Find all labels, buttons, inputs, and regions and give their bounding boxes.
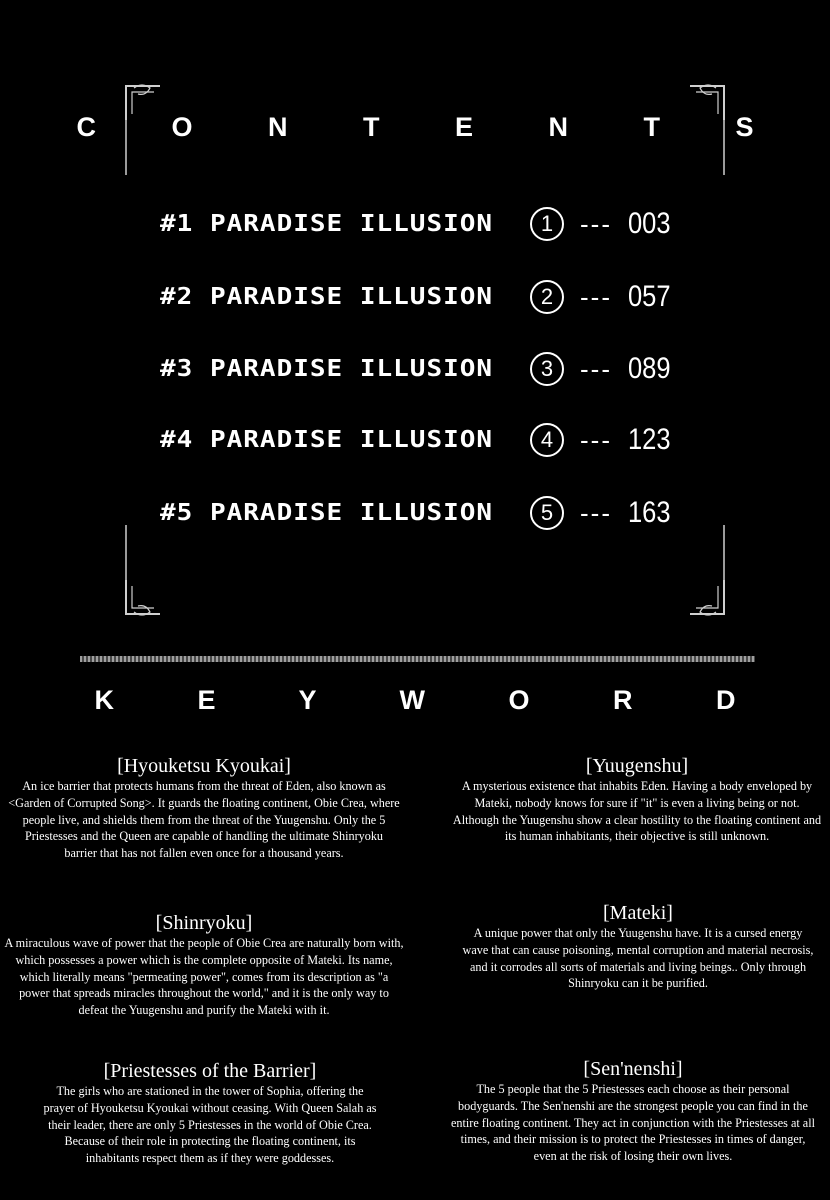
dash-leader: --- [580, 424, 612, 455]
toc-row [160, 416, 678, 464]
chapter-number-circle: 2 [530, 280, 564, 314]
chapter-title: #5 PARADISE ILLUSION [160, 499, 494, 527]
keyword-term: [Priestesses of the Barrier] [103, 1060, 317, 1082]
keyword-entry [8, 755, 400, 862]
toc-row [160, 345, 678, 393]
dash-leader: --- [580, 208, 612, 239]
keyword-entry [4, 912, 404, 1019]
keyword-term: [Hyouketsu Kyoukai] [117, 755, 291, 777]
keyword-term: [Yuugenshu] [585, 755, 689, 777]
section-divider [80, 656, 755, 662]
dash-leader: --- [580, 497, 612, 528]
keyword-term: [Shinryoku] [155, 912, 253, 934]
keyword-term: [Mateki] [603, 902, 673, 924]
keyword-term: [Sen'nenshi] [583, 1058, 683, 1080]
keyword-description: The girls who are stationed in the tower of Sophia, offering the prayer of Hyouketsu Kyoukai without ceasing. With Queen Salah as their leader, there are only 5 Priestesses in the world of Obie Crea. Because of their role in protecting the floating continent, its inhabitants respect them as if they were goddesses. [43, 1084, 377, 1166]
page-number: 003 [627, 207, 671, 240]
chapter-title: #2 PARADISE ILLUSION [160, 283, 494, 311]
keyword-entry [40, 1060, 380, 1167]
keyword-description: An ice barrier that protects humans from the threat of Eden, also known as <Garden of Corrupted Song>. It guards the floating continent, Obie Crea, where people live, and shields them from the threat of the Yuugenshu. Only the 5 Priestesses and the Queen are capable of handling the ultimate Shinryoku barrier that has not fallen even once for a thousand years. [8, 779, 400, 861]
keyword-entry [452, 755, 822, 845]
keyword-heading: K E Y W O R D [94, 685, 774, 715]
toc-row [160, 200, 678, 248]
chapter-title: #4 PARADISE ILLUSION [160, 426, 494, 454]
chapter-number-circle: 1 [530, 207, 564, 241]
chapter-title: #3 PARADISE ILLUSION [160, 355, 494, 383]
page-number: 089 [627, 352, 671, 385]
keyword-description: A mysterious existence that inhabits Eden. Having a body enveloped by Mateki, nobody knows for sure if "it" is even a living being or not. Although the Yuugenshu show a clear hostility to the floating continent and its human inhabitants, their objective is still unknown. [452, 779, 822, 844]
contents-heading: C O N T E N T S [76, 112, 788, 142]
dash-leader: --- [580, 353, 612, 384]
page-number: 123 [627, 423, 671, 456]
keyword-description: A miraculous wave of power that the people of Obie Crea are naturally born with, which possesses a power which is the complete opposite of Mateki. Its name, which literally means "permeating power", comes from its description as "a power that spreads miracles throughout the world," and it is the only way to defeat the Yuugenshu and purify the Mateki with it. [4, 936, 404, 1018]
toc-row [160, 273, 678, 321]
keyword-entry [460, 902, 816, 992]
chapter-title: #1 PARADISE ILLUSION [160, 210, 494, 238]
chapter-number-circle: 4 [530, 423, 564, 457]
keyword-description: A unique power that only the Yuugenshu have. It is a cursed energy wave that can cause poisoning, mental corruption and material necrosis, and it corrodes all sorts of materials and living beings.. Only through Shinryoku can it be purified. [462, 926, 814, 991]
page-number: 163 [627, 496, 671, 529]
page-number: 057 [627, 280, 671, 313]
keyword-entry [450, 1058, 816, 1165]
toc-row [160, 489, 678, 537]
chapter-number-circle: 5 [530, 496, 564, 530]
chapter-number-circle: 3 [530, 352, 564, 386]
keyword-description: The 5 people that the 5 Priestesses each choose as their personal bodyguards. The Sen'nenshi are the strongest people you can find in the entire floating continent. They act in conjunction with the Priestesses at all times, and their mission is to protect the Priestesses in times of danger, even at the risk of losing their own lives. [451, 1082, 815, 1164]
dash-leader: --- [580, 281, 612, 312]
